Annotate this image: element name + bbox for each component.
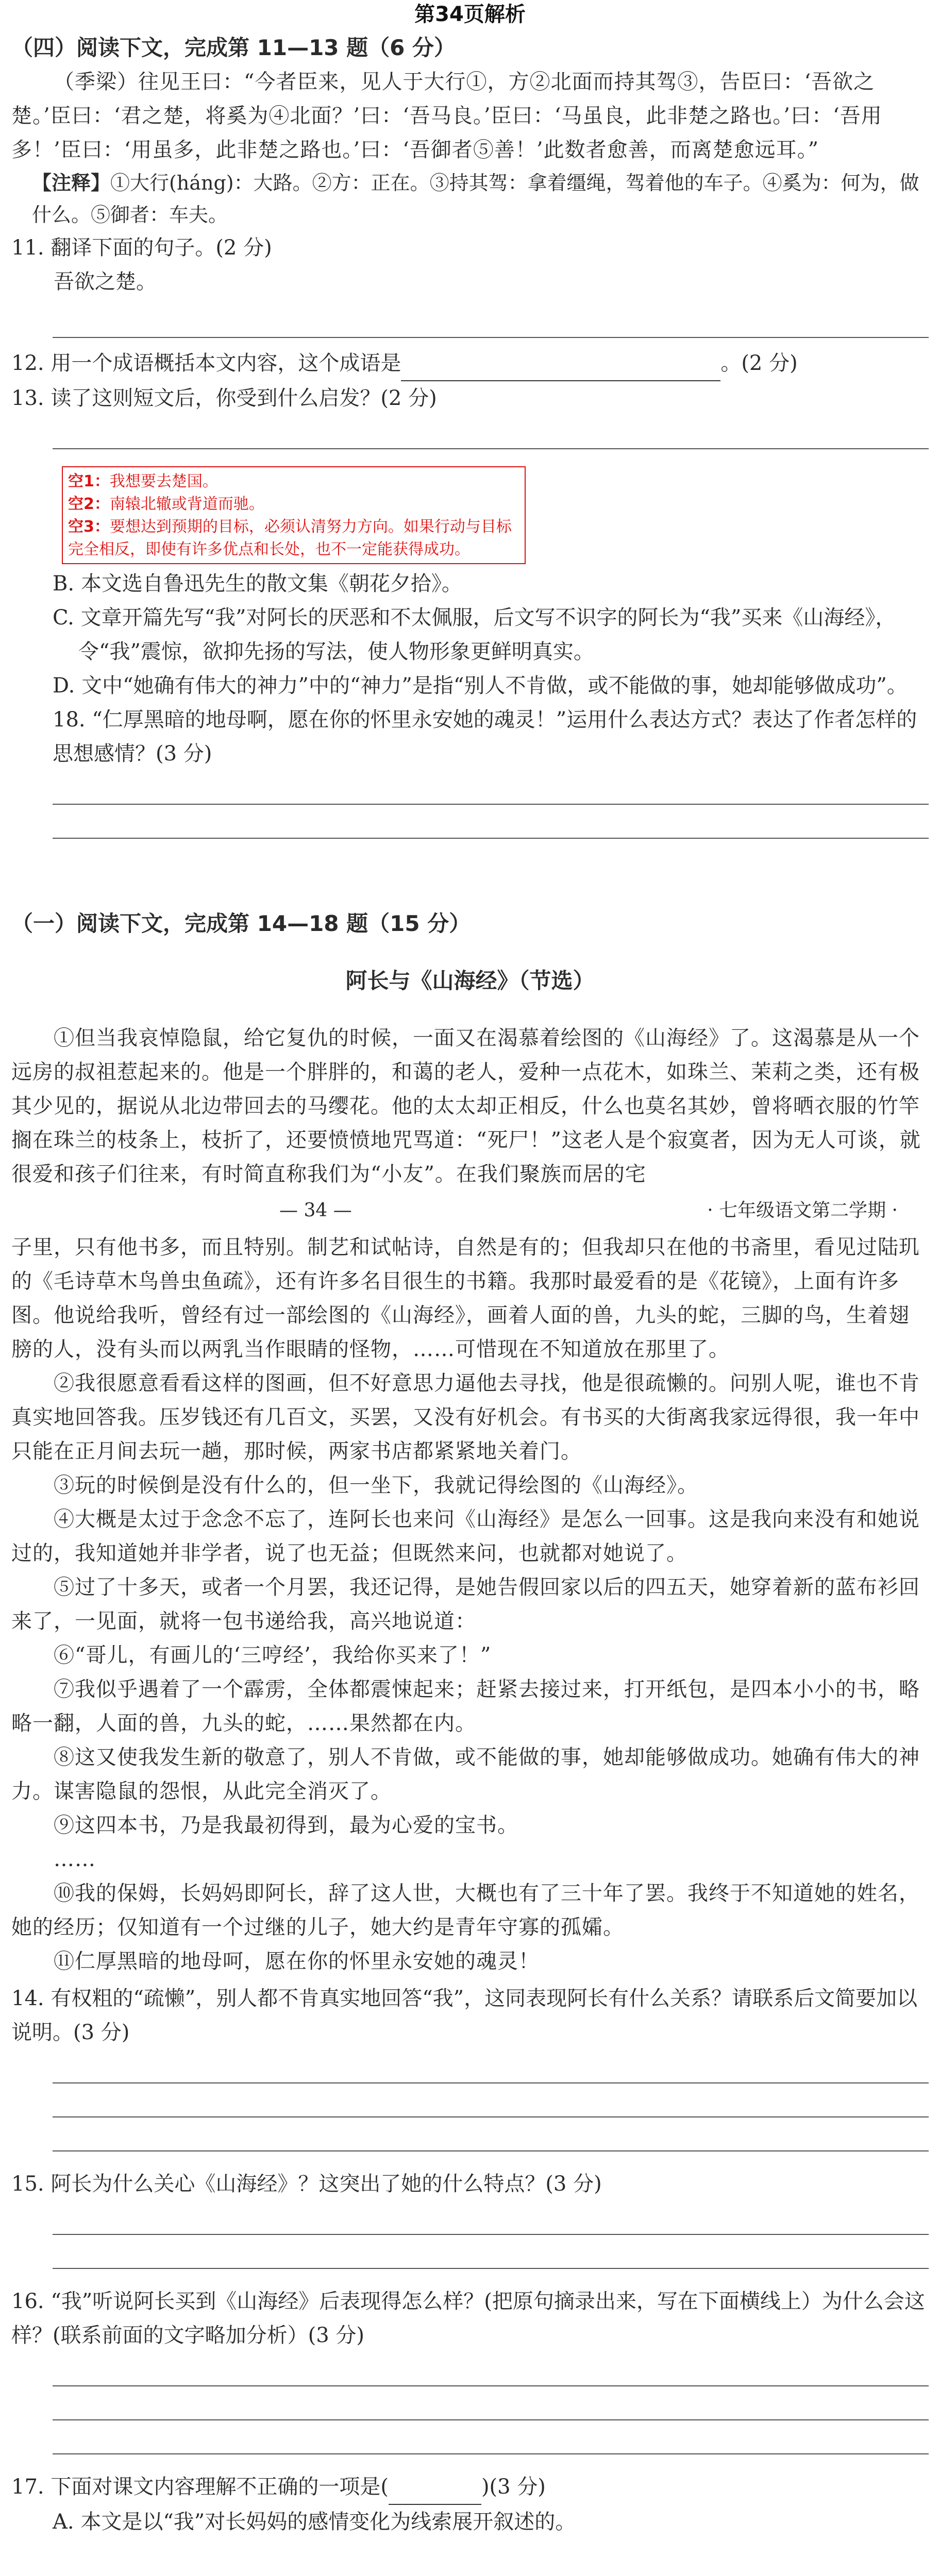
- question-16: 16. “我”听说阿长买到《山海经》后表现得怎么样？(把原句摘录出来，写在下面横线上）为什么会这样？(联系前面的文字略加分析）(3 分): [11, 2290, 925, 2347]
- question-13: 13. 读了这则短文后，你受到什么启发？(2 分): [11, 386, 437, 410]
- paragraph-1: ①但当我哀悼隐鼠，给它复仇的时候，一面又在渴慕着绘图的《山海经》了。这渴慕是从一个远房的叔祖惹起来的。他是一个胖胖的，和蔼的老人，爱种一点花木，如珠兰、茉莉之类，还有极其少见的，据说从北边带回去的马缨花。他的太太却正相反，什么也莫名其妙，曾将晒衣服的竹竿搁在珠兰的枝条上，枝折了，还要愤愤地咒骂道：“死尸！”这老人是个寂寞者，因为无人可谈，就很爱和孩子们往来，有时简直称我们为“小友”。在我们聚族而居的宅: [11, 1026, 921, 1186]
- answer-blank-12[interactable]: [401, 346, 720, 381]
- question-14: 14. 有权粗的“疏懒”，别人都不肯真实地回答“我”，这同表现阿长有什么关系？请联系后文简要加以说明。(3 分): [11, 1987, 918, 2044]
- paragraph-7: ⑦我似乎遇着了一个霹雳，全体都震悚起来；赶紧去接过来，打开纸包，是四本小小的书，略略一翻，人面的兽，九头的蛇，……果然都在内。: [11, 1677, 920, 1735]
- paragraph-9: ⑨这四本书，乃是我最初得到，最为心爱的宝书。: [54, 1814, 518, 1837]
- answer-1: 空1：我想要去楚国。: [68, 472, 218, 490]
- question-12-tail: 。(2 分): [720, 351, 798, 375]
- notes-label: 【注释】: [32, 172, 111, 194]
- paragraph-2: ②我很愿意看看这样的图画，但不好意思力逼他去寻找，他是很疏懒的。问别人呢，谁也不肯真实地回答我。压岁钱还有几百文，买罢，又没有好机会。有书买的大街离我家远得很，我一年中只能在正月间去玩一趟，那时候，两家书店都紧紧地关着门。: [11, 1371, 920, 1463]
- page-number: — 34 —: [279, 1200, 352, 1221]
- previous-options: [11, 567, 929, 839]
- answer-line-14b[interactable]: [53, 2083, 929, 2117]
- answer-line-11[interactable]: [53, 304, 929, 338]
- answer-line-15a[interactable]: [53, 2201, 929, 2235]
- page-footer: [11, 1191, 929, 1230]
- paragraph-4: ④大概是太过于念念不忘了，连阿长也来问《山海经》是怎么一回事。这是我向来没有和她说过的，我知道她并非学者，说了也无益；但既然来问，也就都对她说了。: [11, 1507, 920, 1565]
- question-11-sentence: 吾欲之楚。: [54, 270, 157, 294]
- answer-box-1: [62, 466, 526, 564]
- book-label: · 七年级语文第二学期 ·: [707, 1200, 898, 1221]
- answer-2: 空2：南辕北辙或背道而驰。: [68, 495, 264, 513]
- answer-line-16a[interactable]: [53, 2352, 929, 2386]
- section-4-heading: （四）阅读下文，完成第 11—13 题（6 分）: [11, 35, 456, 60]
- question-17-tail: )(3 分): [481, 2475, 546, 2499]
- notes-text: ①大行(háng)：大路。②方：正在。③持其驾：拿着缰绳，驾着他的车子。④奚为：何为，做什么。⑤御者：车夫。: [32, 172, 919, 226]
- question-12-text: 12. 用一个成语概括本文内容，这个成语是: [11, 351, 401, 375]
- question-17: [11, 2470, 929, 2505]
- question-17-option-a: A. 本文是以“我”对长妈妈的感情变化为线索展开叙述的。: [53, 2510, 576, 2534]
- paragraph-6: ⑥“哥儿，有画儿的‘三哼经’，我给你买来了！”: [54, 1643, 492, 1667]
- paragraph-11: ⑪仁厚黑暗的地母呵，愿在你的怀里永安她的魂灵！: [54, 1950, 540, 1973]
- question-18: 18. “仁厚黑暗的地母啊，愿在你的怀里永安她的魂灵！”运用什么表达方式？表达了作者怎样的思想感情？(3 分): [53, 708, 917, 766]
- option-c: C. 文章开篇先写“我”对阿长的厌恶和不太佩服，后文写不识字的阿长为“我”买来《山海经》，令“我”震惊，欲抑先扬的写法，使人物形象更鲜明真实。: [53, 606, 896, 664]
- answer-line-14c[interactable]: [53, 2117, 929, 2151]
- paragraph-1-continued: 子里，只有他书多，而且特别。制艺和试帖诗，自然是有的；但我却只在他的书斋里，看见过陆玑的《毛诗草木鸟兽虫鱼疏》，还有许多名目很生的书籍。我那时最爱看的是《花镜》，上面有许多图。他说给我听，曾经有过一部绘图的《山海经》，画着人面的兽，九头的蛇，三脚的鸟，生着翅膀的人，没有头而以两乳当作眼睛的怪物，……可惜现在不知道放在那里了。: [11, 1235, 920, 1361]
- answer-line-18a[interactable]: [53, 771, 929, 805]
- option-b: B. 本文选自鲁迅先生的散文集《朝花夕拾》。: [53, 572, 462, 596]
- paragraph-10: ⑩我的保姆，长妈妈即阿长，辞了这人世，大概也有了三十年了罢。我终于不知道她的姓名，她的经历；仅知道有一个过继的儿子，她大约是青年守寡的孤孀。: [11, 1882, 920, 1939]
- answer-line-16b[interactable]: [53, 2386, 929, 2420]
- paragraph-8: ⑧这又使我发生新的敬意了，别人不肯做，或不能做的事，她却能够做成功。她确有伟大的神力。谋害隐鼠的怨恨，从此完全消灭了。: [11, 1745, 920, 1803]
- ellipsis: ……: [54, 1848, 96, 1871]
- section-4-notes: [11, 167, 929, 231]
- answer-line-14a[interactable]: [53, 2049, 929, 2083]
- section-1: [11, 907, 929, 2539]
- section-4-passage: （季梁）往见王曰：“今者臣来，见人于大行①，方②北面而持其驾③，告臣曰：‘吾欲之楚。’臣曰：‘君之楚，将奚为④北面？’曰：‘吾马良。’臣曰：‘马虽良，此非楚之路也。’曰：‘吾用多！’臣曰：‘用虽多，此非楚之路也。’曰：‘吾御者⑤善！’此数者愈善，而离楚愈远耳。”: [11, 70, 882, 162]
- paragraph-3: ③玩的时候倒是没有什么的，但一坐下，我就记得绘图的《山海经》。: [54, 1473, 698, 1497]
- option-d: D. 文中“她确有伟大的神力”中的“神力”是指“别人不肯做，或不能做的事，她却能够做成功”。: [53, 674, 908, 698]
- section-1-heading: （一）阅读下文，完成第 14—18 题（15 分）: [11, 911, 471, 936]
- question-12: [11, 346, 929, 381]
- answer-line-16c[interactable]: [53, 2420, 929, 2454]
- question-17-text: 17. 下面对课文内容理解不正确的一项是(: [11, 2475, 389, 2499]
- section-4: [11, 31, 929, 449]
- question-11: 11. 翻译下面的句子。(2 分): [11, 236, 272, 260]
- paragraph-5: ⑤过了十多天，或者一个月罢，我还记得，是她告假回家以后的四五天，她穿着新的蓝布衫回来了，一见面，就将一包书递给我，高兴地说道：: [11, 1575, 920, 1633]
- answer-line-13[interactable]: [53, 415, 929, 449]
- answer-3: 空3：要想达到预期的目标，必须认清努力方向。如果行动与目标完全相反，即使有许多优点和长处，也不一定能获得成功。: [68, 518, 512, 558]
- article-title: 阿长与《山海经》（节选）: [345, 968, 595, 993]
- question-15: 15. 阿长为什么关心《山海经》？这突出了她的什么特点？(3 分): [11, 2172, 602, 2196]
- answer-line-15b[interactable]: [53, 2235, 929, 2269]
- answer-blank-17[interactable]: [389, 2470, 481, 2505]
- answer-line-18b[interactable]: [53, 805, 929, 839]
- page-header: 第34页解析: [414, 3, 526, 26]
